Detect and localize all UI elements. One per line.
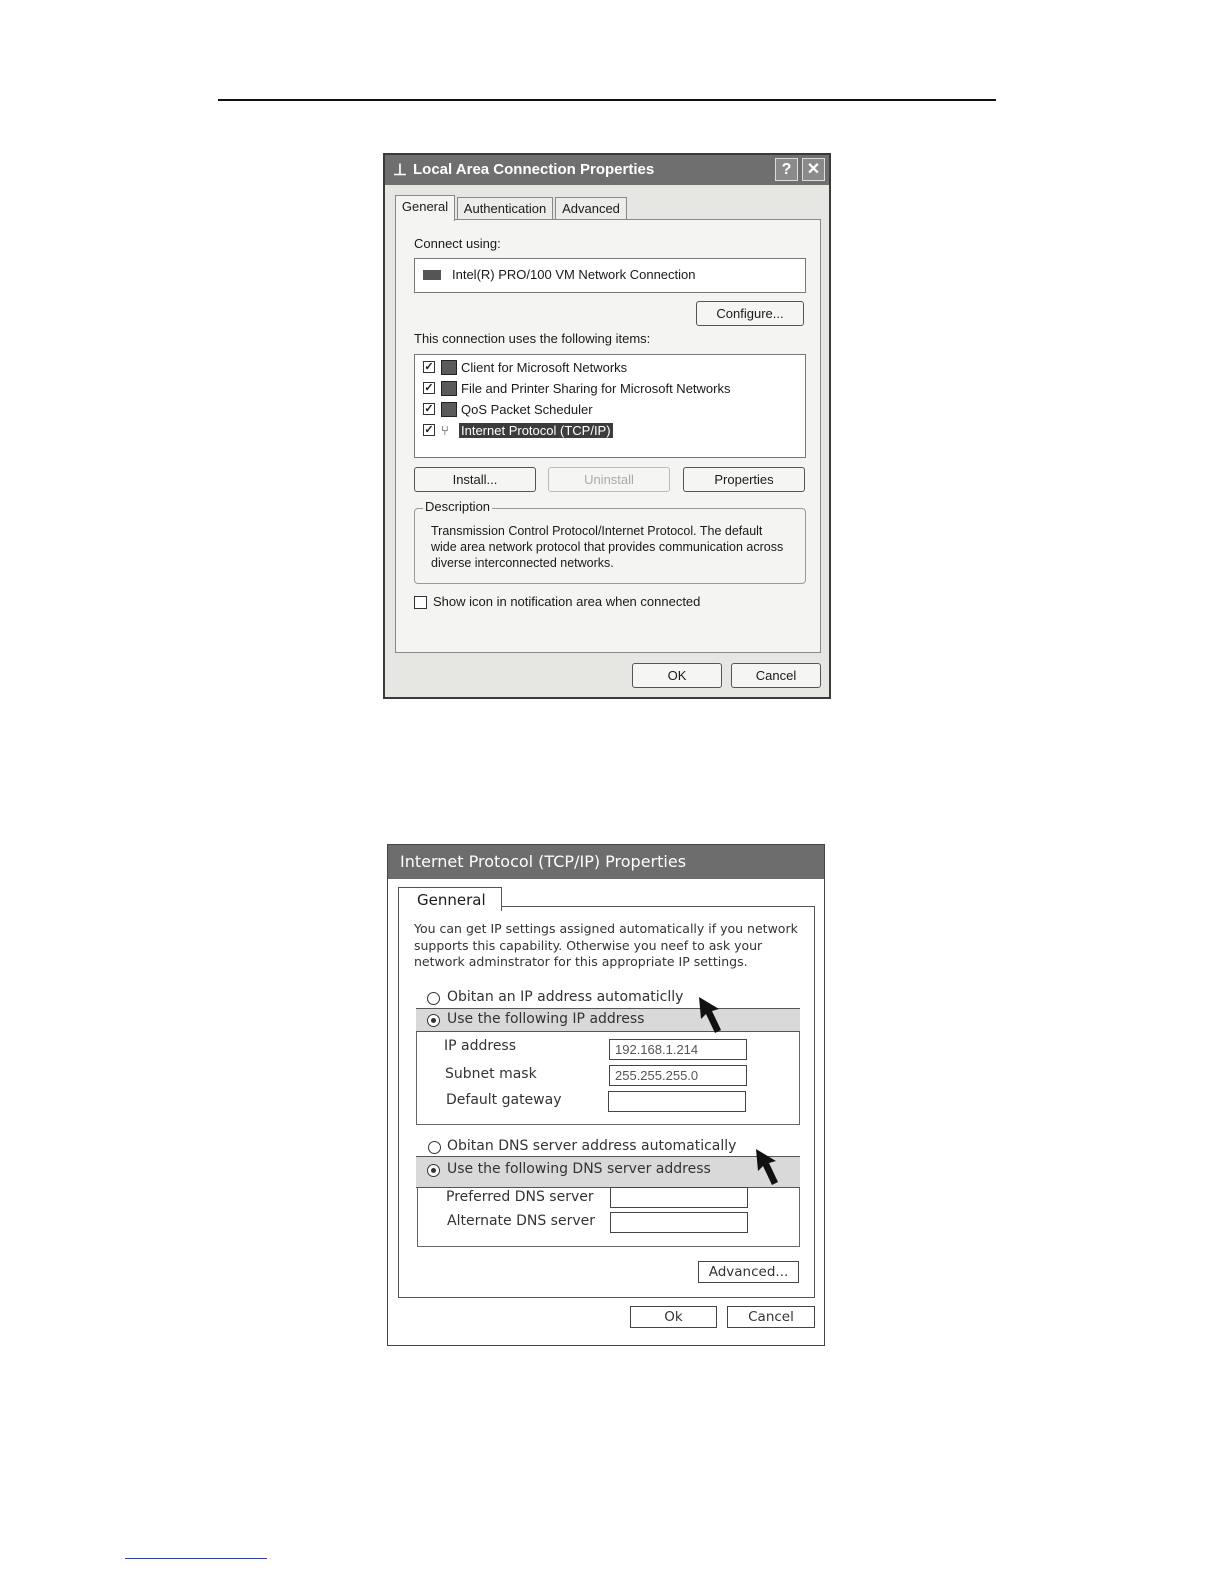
configure-button[interactable]: Configure... — [696, 301, 804, 326]
item-label: Client for Microsoft Networks — [461, 360, 628, 375]
properties-button[interactable]: Properties — [683, 467, 805, 492]
tab-advanced[interactable]: Advanced — [555, 197, 627, 219]
dialog-title: Internet Protocol (TCP/IP) Properties — [400, 852, 687, 871]
dns-manual-label[interactable]: Use the following DNS server address — [447, 1161, 711, 1177]
page-top-rule — [218, 99, 996, 101]
help-button[interactable]: ? — [775, 158, 798, 181]
dialog-title: Local Area Connection Properties — [413, 161, 655, 178]
close-button[interactable]: ✕ — [802, 158, 825, 181]
ip-auto-radio[interactable] — [427, 992, 440, 1005]
item-checkbox[interactable]: ✓ — [424, 403, 434, 415]
tcpip-properties-dialog — [387, 844, 825, 1346]
tab-general[interactable]: General — [395, 195, 455, 221]
tab-general[interactable]: Genneral — [398, 887, 502, 911]
ip-address-input[interactable]: 192.168.1.214 — [609, 1039, 747, 1060]
general-tab-panel — [395, 219, 821, 653]
cancel-button[interactable]: Cancel — [731, 663, 821, 688]
preferred-dns-input[interactable] — [610, 1187, 748, 1208]
item-checkbox[interactable]: ✓ — [424, 382, 434, 394]
gateway-input[interactable] — [608, 1091, 746, 1112]
ok-button[interactable]: OK — [632, 663, 722, 688]
subnet-mask-input[interactable]: 255.255.255.0 — [609, 1065, 747, 1086]
item-checkbox[interactable]: ✓ — [424, 361, 434, 373]
subnet-mask-label: Subnet mask — [445, 1066, 537, 1082]
pointer-arrow-icon — [697, 995, 723, 1037]
preferred-dns-label: Preferred DNS server — [446, 1189, 594, 1205]
file-printer-sharing-icon — [441, 381, 457, 396]
client-network-icon — [441, 360, 457, 375]
dns-auto-radio[interactable] — [428, 1141, 441, 1154]
item-label: Internet Protocol (TCP/IP) — [461, 423, 611, 438]
ip-manual-radio[interactable] — [427, 1014, 440, 1027]
ip-address-label: IP address — [444, 1038, 517, 1054]
ip-auto-label[interactable]: Obitan an IP address automaticlly — [447, 989, 684, 1005]
dialog-titlebar — [385, 155, 829, 185]
install-button[interactable]: Install... — [414, 467, 536, 492]
item-label: QoS Packet Scheduler — [461, 402, 593, 417]
protocol-icon: ⑂ — [441, 423, 449, 438]
show-icon-label[interactable]: Show icon in notification area when connected — [433, 594, 701, 609]
components-list — [414, 354, 806, 458]
local-area-connection-dialog — [383, 153, 831, 699]
description-text: Transmission Control Protocol/Internet Protocol. The default wide area network protocol that provides communication across diverse interconnected networks. — [431, 524, 784, 570]
general-tab-panel — [398, 906, 815, 1298]
ip-manual-label[interactable]: Use the following IP address — [447, 1011, 645, 1027]
dns-manual-radio[interactable] — [427, 1164, 440, 1177]
qos-scheduler-icon — [441, 402, 457, 417]
show-icon-checkbox[interactable] — [414, 596, 427, 609]
adapter-field — [414, 258, 806, 293]
intro-text: You can get IP settings assigned automatically if you network supports this capability. Otherwise you neef to ask your network adminstrator for this appropriate IP settings. — [414, 921, 798, 969]
alternate-dns-input[interactable] — [610, 1212, 748, 1233]
cancel-button[interactable]: Cancel — [727, 1306, 815, 1328]
tab-authentication[interactable]: Authentication — [457, 197, 553, 219]
adapter-name: Intel(R) PRO/100 VM Network Connection — [452, 267, 696, 282]
network-card-icon — [423, 270, 441, 280]
network-connection-icon: ⊥ — [393, 162, 407, 179]
dialog-titlebar — [388, 845, 824, 879]
uninstall-button[interactable]: Uninstall — [548, 467, 670, 492]
footer-link-underline — [125, 1558, 267, 1559]
pointer-arrow-icon — [754, 1147, 780, 1189]
advanced-button[interactable]: Advanced... — [698, 1261, 799, 1283]
connect-using-label: Connect using: — [414, 236, 501, 251]
items-label: This connection uses the following items: — [414, 331, 651, 346]
alternate-dns-label: Alternate DNS server — [447, 1213, 595, 1229]
ok-button[interactable]: Ok — [630, 1306, 717, 1328]
dns-auto-label[interactable]: Obitan DNS server address automatically — [447, 1138, 737, 1154]
gateway-label: Default gateway — [446, 1092, 562, 1108]
item-checkbox[interactable]: ✓ — [424, 424, 434, 436]
item-label: File and Printer Sharing for Microsoft Networks — [461, 381, 731, 396]
description-legend: Description — [425, 499, 491, 514]
description-group — [414, 499, 806, 584]
